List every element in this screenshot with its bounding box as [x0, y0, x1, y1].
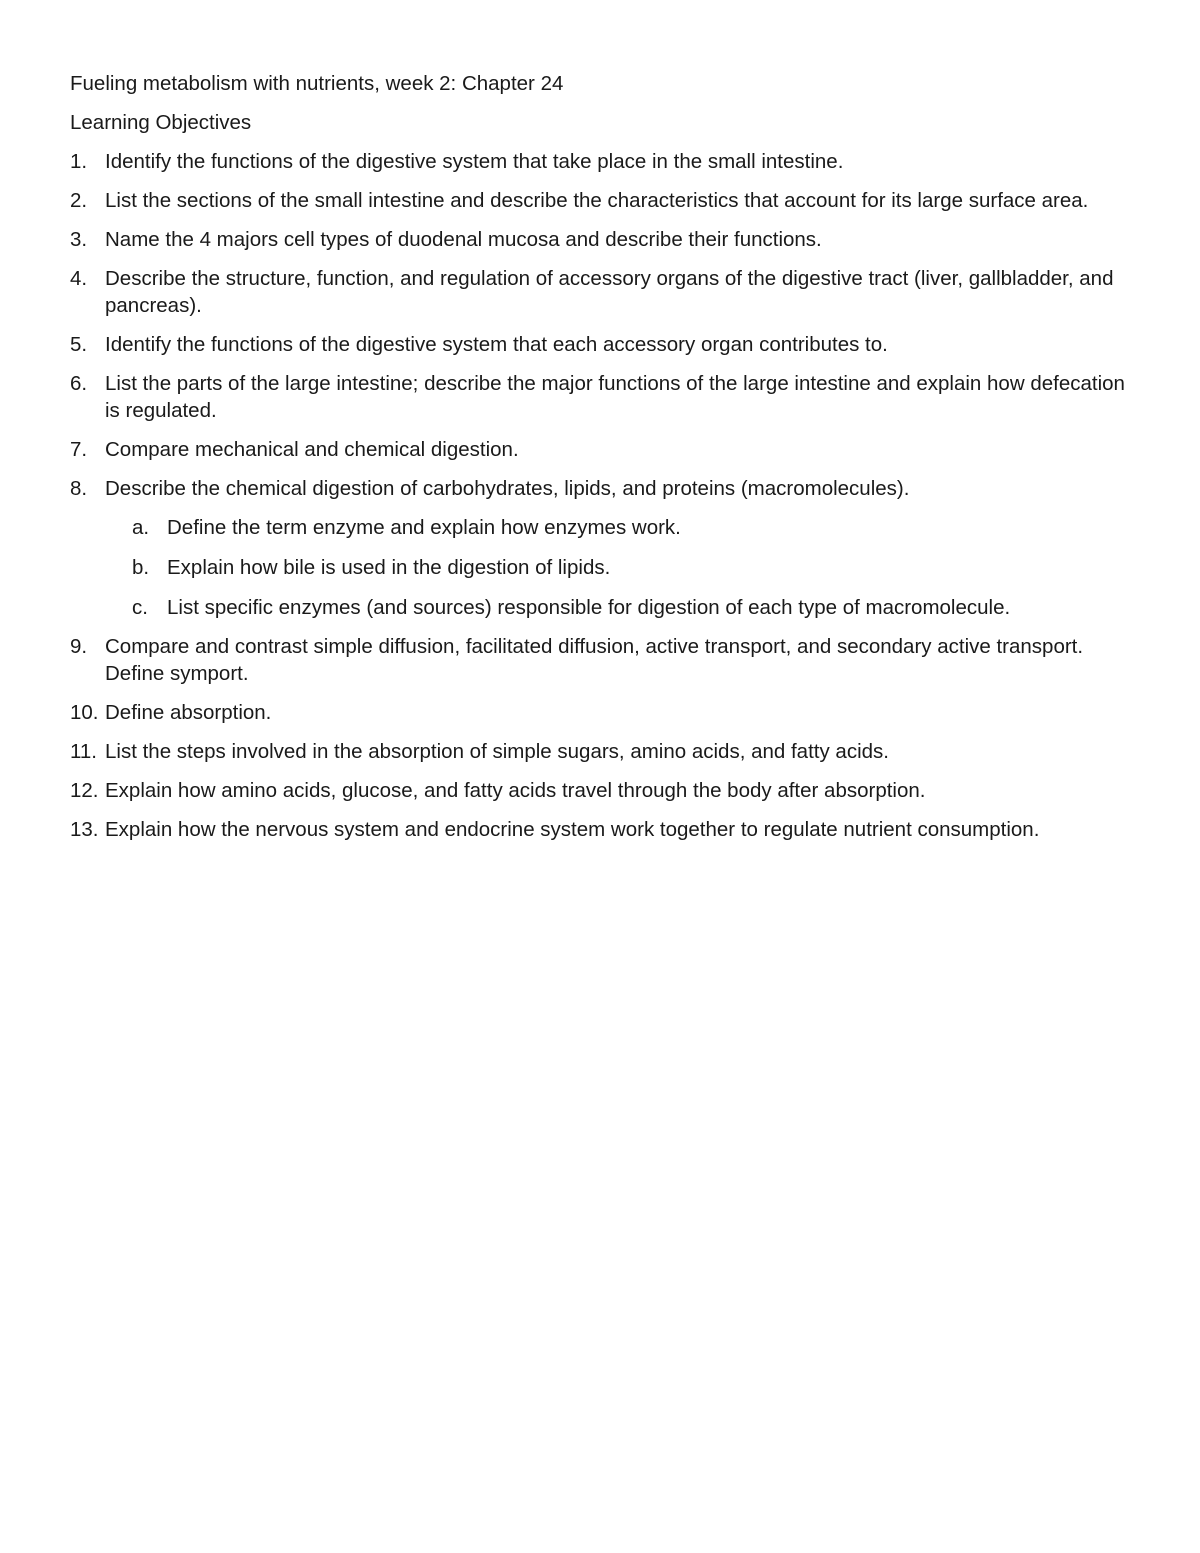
list-item: [70, 370, 1145, 424]
list-item-number: 12.: [70, 779, 99, 802]
list-item-text: Explain how amino acids, glucose, and fatty acids travel through the body after absorption.: [105, 779, 926, 802]
document-title: Fueling metabolism with nutrients, week 2: Chapter 24: [70, 72, 564, 95]
sub-list-item-text: Explain how bile is used in the digestion of lipids.: [167, 556, 611, 579]
list-item-number: 7.: [70, 438, 88, 461]
list-item-text: List the sections of the small intestine and describe the characteristics that account for its large surface area.: [105, 189, 1089, 212]
list-item: [70, 475, 1145, 621]
sub-list-item: [105, 594, 1145, 621]
list-item: [70, 226, 1145, 253]
section-heading: Learning Objectives: [70, 111, 252, 134]
sub-list-item-letter: c.: [132, 596, 148, 619]
list-item-text: Describe the chemical digestion of carbohydrates, lipids, and proteins (macromolecules).: [105, 477, 910, 500]
list-item-text: Explain how the nervous system and endocrine system work together to regulate nutrient consumption.: [105, 818, 1040, 841]
list-item-text: List the parts of the large intestine; describe the major functions of the large intestine and explain how defecation is regulated.: [105, 372, 1125, 422]
list-item-number: 8.: [70, 477, 88, 500]
list-item-text: Name the 4 majors cell types of duodenal mucosa and describe their functions.: [105, 228, 822, 251]
list-item: [70, 331, 1145, 358]
document-page: [70, 70, 1145, 855]
list-item: [70, 777, 1145, 804]
list-item-text: Identify the functions of the digestive system that each accessory organ contributes to.: [105, 333, 888, 356]
list-item-number: 4.: [70, 267, 88, 290]
list-item-number: 10.: [70, 701, 99, 724]
list-item-number: 1.: [70, 150, 88, 173]
list-item-text: Describe the structure, function, and regulation of accessory organs of the digestive tract (liver, gallbladder, and pancreas).: [105, 267, 1114, 317]
sub-list-item-letter: a.: [132, 516, 150, 539]
list-item-text: Identify the functions of the digestive system that take place in the small intestine.: [105, 150, 844, 173]
list-item: [70, 633, 1145, 687]
list-item-text: List the steps involved in the absorption of simple sugars, amino acids, and fatty acids.: [105, 740, 889, 763]
sub-list: [105, 514, 1145, 621]
objectives-list: [70, 148, 1145, 843]
list-item-text: Compare mechanical and chemical digestion.: [105, 438, 519, 461]
list-item-text: Compare and contrast simple diffusion, facilitated diffusion, active transport, and secondary active transport. Define symport.: [105, 635, 1084, 685]
list-item: [70, 699, 1145, 726]
list-item: [70, 187, 1145, 214]
list-item: [70, 816, 1145, 843]
list-item: [70, 436, 1145, 463]
sub-list-item: [105, 554, 1145, 581]
list-item-number: 13.: [70, 818, 99, 841]
list-item: [70, 148, 1145, 175]
list-item-number: 5.: [70, 333, 88, 356]
list-item-number: 3.: [70, 228, 88, 251]
list-item: [70, 265, 1145, 319]
sub-list-item: [105, 514, 1145, 541]
list-item: [70, 738, 1145, 765]
sub-list-item-text: List specific enzymes (and sources) responsible for digestion of each type of macromolecule.: [167, 596, 1011, 619]
list-item-number: 9.: [70, 635, 88, 658]
list-item-number: 6.: [70, 372, 88, 395]
list-item-number: 11.: [70, 740, 97, 763]
list-item-text: Define absorption.: [105, 701, 272, 724]
sub-list-item-letter: b.: [132, 556, 150, 579]
list-item-number: 2.: [70, 189, 88, 212]
sub-list-item-text: Define the term enzyme and explain how enzymes work.: [167, 516, 681, 539]
